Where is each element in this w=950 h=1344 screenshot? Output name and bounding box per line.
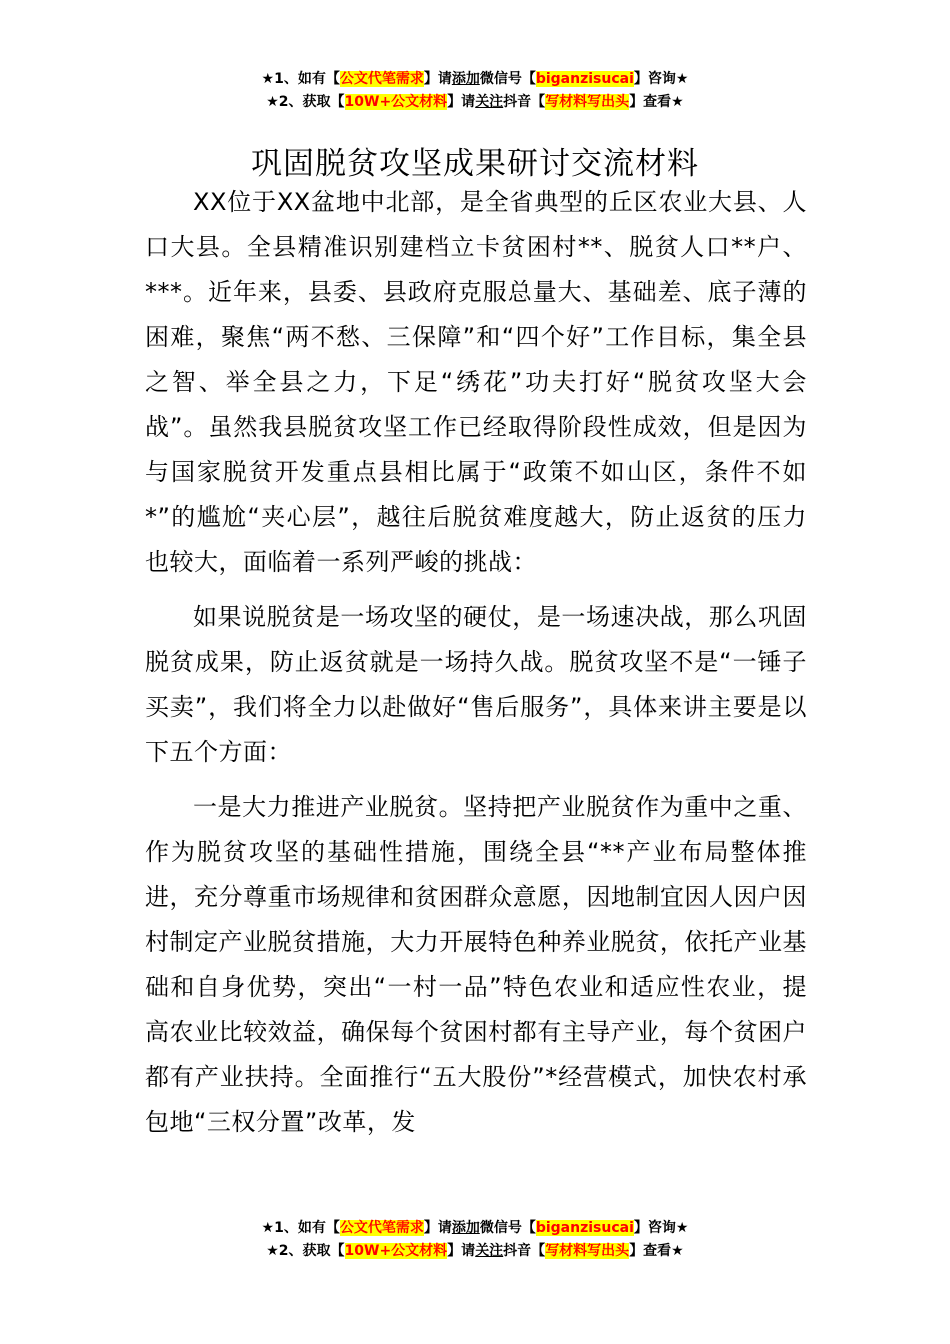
header-underlined-text: 添加 <box>451 71 480 87</box>
footer-banner-line-1 <box>0 1217 950 1240</box>
footer-banner-text: 】查看★ <box>629 1243 684 1259</box>
header-banner-text: 】请 <box>423 71 452 87</box>
footer-highlight-wechat-id: biganzisucai <box>535 1220 634 1236</box>
header-banner-text: 微信号【 <box>479 71 536 87</box>
footer-banner-text: 】请 <box>447 1243 476 1259</box>
footer-banner-text: ★1、如有【 <box>261 1220 340 1236</box>
header-highlight-wechat-id: biganzisucai <box>535 71 634 87</box>
footer-banner-text: 】请 <box>423 1220 452 1236</box>
header-underlined-text: 关注 <box>475 94 504 110</box>
footer-banner <box>0 1217 950 1263</box>
header-banner-text: ★2、获取【 <box>266 94 345 110</box>
header-banner-text: 抖音【 <box>503 94 546 110</box>
header-banner-text: 】查看★ <box>629 94 684 110</box>
header-banner-text: ★1、如有【 <box>261 71 340 87</box>
footer-banner-text: 】咨询★ <box>633 1220 689 1236</box>
footer-underlined-text: 添加 <box>451 1220 480 1236</box>
header-banner <box>0 68 950 114</box>
header-banner-line-1 <box>0 68 950 91</box>
footer-highlight-douyin: 写材料写出头 <box>545 1243 630 1259</box>
header-banner-text: 】请 <box>447 94 476 110</box>
header-highlight-douyin: 写材料写出头 <box>545 94 630 110</box>
footer-banner-text: ★2、获取【 <box>266 1243 345 1259</box>
paragraph-2: 如果说脱贫是一场攻坚的硬仗，是一场速决战，那么巩固脱贫成果，防止返贫就是一场持久战。脱贫攻坚不是“一锤子买卖”，我们将全力以赴做好“售后服务”，具体来讲主要是以下五个方面： <box>145 603 807 766</box>
header-banner-line-2 <box>0 91 950 114</box>
paragraph-1: XX位于XX盆地中北部，是全省典型的丘区农业大县、人口大县。全县精准识别建档立卡贫困村**、脱贫人口**户、***。近年来，县委、县政府克服总量大、基础差、底子薄的困难，聚焦“两不愁、三保障”和“四个好”工作目标，集全县之智、举全县之力，下足“绣花”功夫打好“脱贫攻坚大会战”。虽然我县脱贫攻坚工作已经取得阶段性成效，但是因为与国家脱贫开发重点县相比属于“政策不如山区，条件不如*”的尴尬“夹心层”，越往后脱贫难度越大，防止返贫的压力也较大，面临着一系列严峻的挑战： <box>145 188 807 576</box>
footer-underlined-text: 关注 <box>475 1243 504 1259</box>
header-banner-text: 】咨询★ <box>633 71 689 87</box>
header-highlight-service: 公文代笔需求 <box>339 71 424 87</box>
paragraph-3: 一是大力推进产业脱贫。坚持把产业脱贫作为重中之重、作为脱贫攻坚的基础性措施，围绕全县“**产业布局整体推进，充分尊重市场规律和贫困群众意愿，因地制宜因人因户因村制定产业脱贫措施，大力开展特色种养业脱贫，依托产业基础和自身优势，突出“一村一品”特色农业和适应性农业，提高农业比较效益，确保每个贫困村都有主导产业，每个贫困户都有产业扶持。全面推行“五大股份”*经营模式，加快农村承包地“三权分置”改革，发 <box>145 793 807 1136</box>
footer-banner-line-2 <box>0 1240 950 1263</box>
footer-banner-text: 抖音【 <box>503 1243 546 1259</box>
footer-banner-text: 微信号【 <box>479 1220 536 1236</box>
header-highlight-materials: 10W+公文材料 <box>344 94 448 110</box>
document-body <box>145 180 807 1155</box>
footer-highlight-service: 公文代笔需求 <box>339 1220 424 1236</box>
document-title: 巩固脱贫攻坚成果研讨交流材料 <box>251 145 699 182</box>
footer-highlight-materials: 10W+公文材料 <box>344 1243 448 1259</box>
